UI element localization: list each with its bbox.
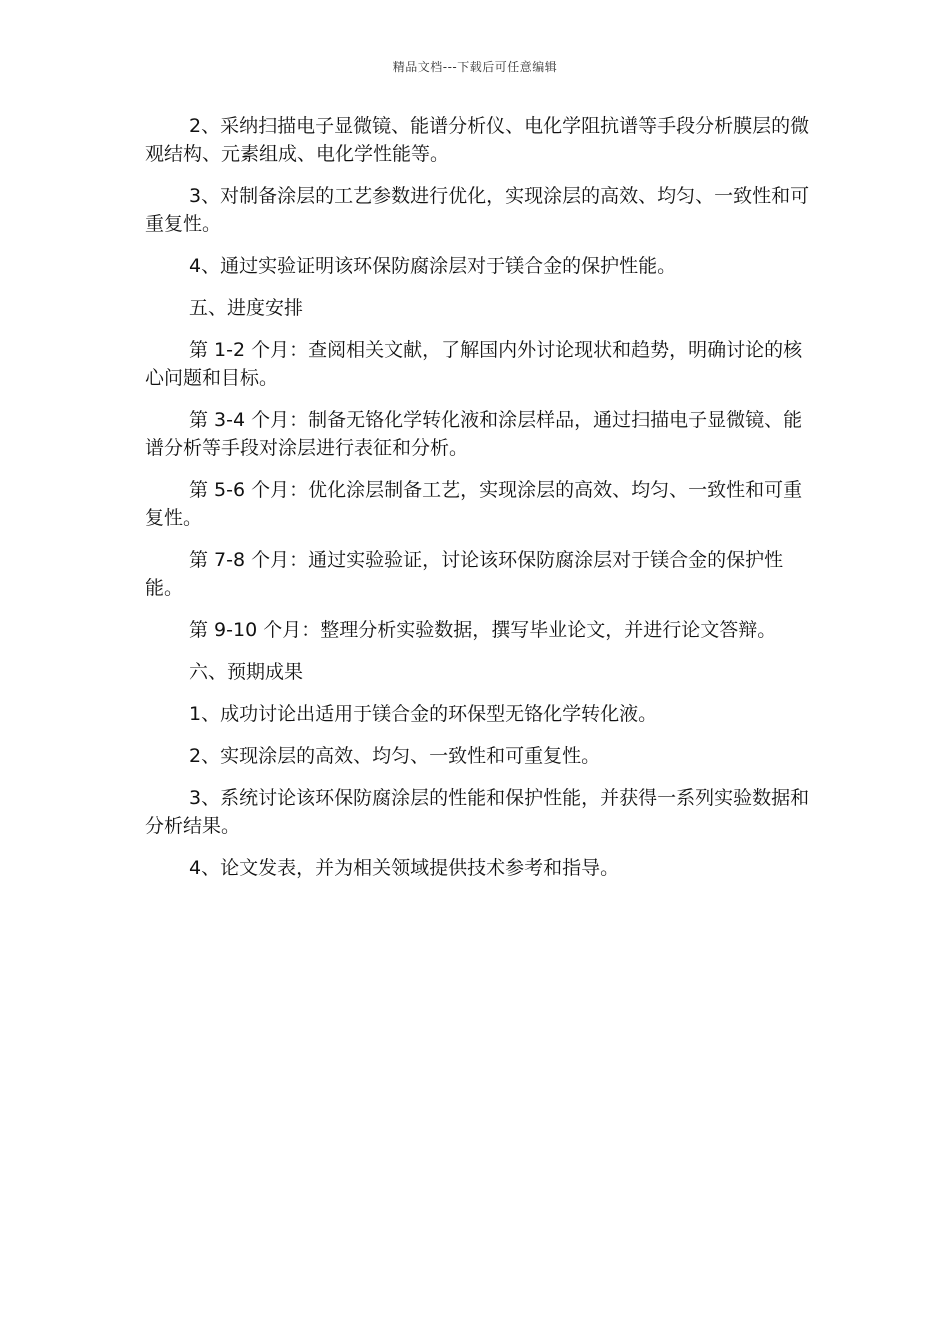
section-heading-results: 六、预期成果: [189, 661, 304, 683]
schedule-item-5: 第 9-10 个月：整理分析实验数据，撰写毕业论文，并进行论文答辩。: [189, 619, 777, 641]
result-item-1: 1、成功讨论出适用于镁合金的环保型无铬化学转化液。: [189, 703, 658, 725]
schedule-item-1: 第 1-2 个月：查阅相关文献，了解国内外讨论现状和趋势，明确讨论的核心问题和目标。: [145, 339, 803, 389]
schedule-item-3: 第 5-6 个月：优化涂层制备工艺，实现涂层的高效、均匀、一致性和可重复性。: [145, 479, 803, 529]
result-item-2: 2、实现涂层的高效、均匀、一致性和可重复性。: [189, 745, 601, 767]
document-body: [145, 112, 815, 896]
section-heading-schedule: 五、进度安排: [189, 297, 304, 319]
result-item-4: 4、论文发表，并为相关领域提供技术参考和指导。: [189, 857, 620, 879]
paragraph-objective-2: 2、采纳扫描电子显微镜、能谱分析仪、电化学阻抗谱等手段分析膜层的微观结构、元素组成、电化学性能等。: [145, 115, 810, 165]
paragraph-objective-3: 3、对制备涂层的工艺参数进行优化，实现涂层的高效、均匀、一致性和可重复性。: [145, 185, 810, 235]
result-item-3: 3、系统讨论该环保防腐涂层的性能和保护性能，并获得一系列实验数据和分析结果。: [145, 787, 810, 837]
schedule-item-4: 第 7-8 个月：通过实验验证，讨论该环保防腐涂层对于镁合金的保护性能。: [145, 549, 784, 599]
paragraph-objective-4: 4、通过实验证明该环保防腐涂层对于镁合金的保护性能。: [189, 255, 677, 277]
page-header: 精品文档---下载后可任意编辑: [392, 60, 558, 74]
schedule-item-2: 第 3-4 个月：制备无铬化学转化液和涂层样品，通过扫描电子显微镜、能谱分析等手段对涂层进行表征和分析。: [145, 409, 803, 459]
